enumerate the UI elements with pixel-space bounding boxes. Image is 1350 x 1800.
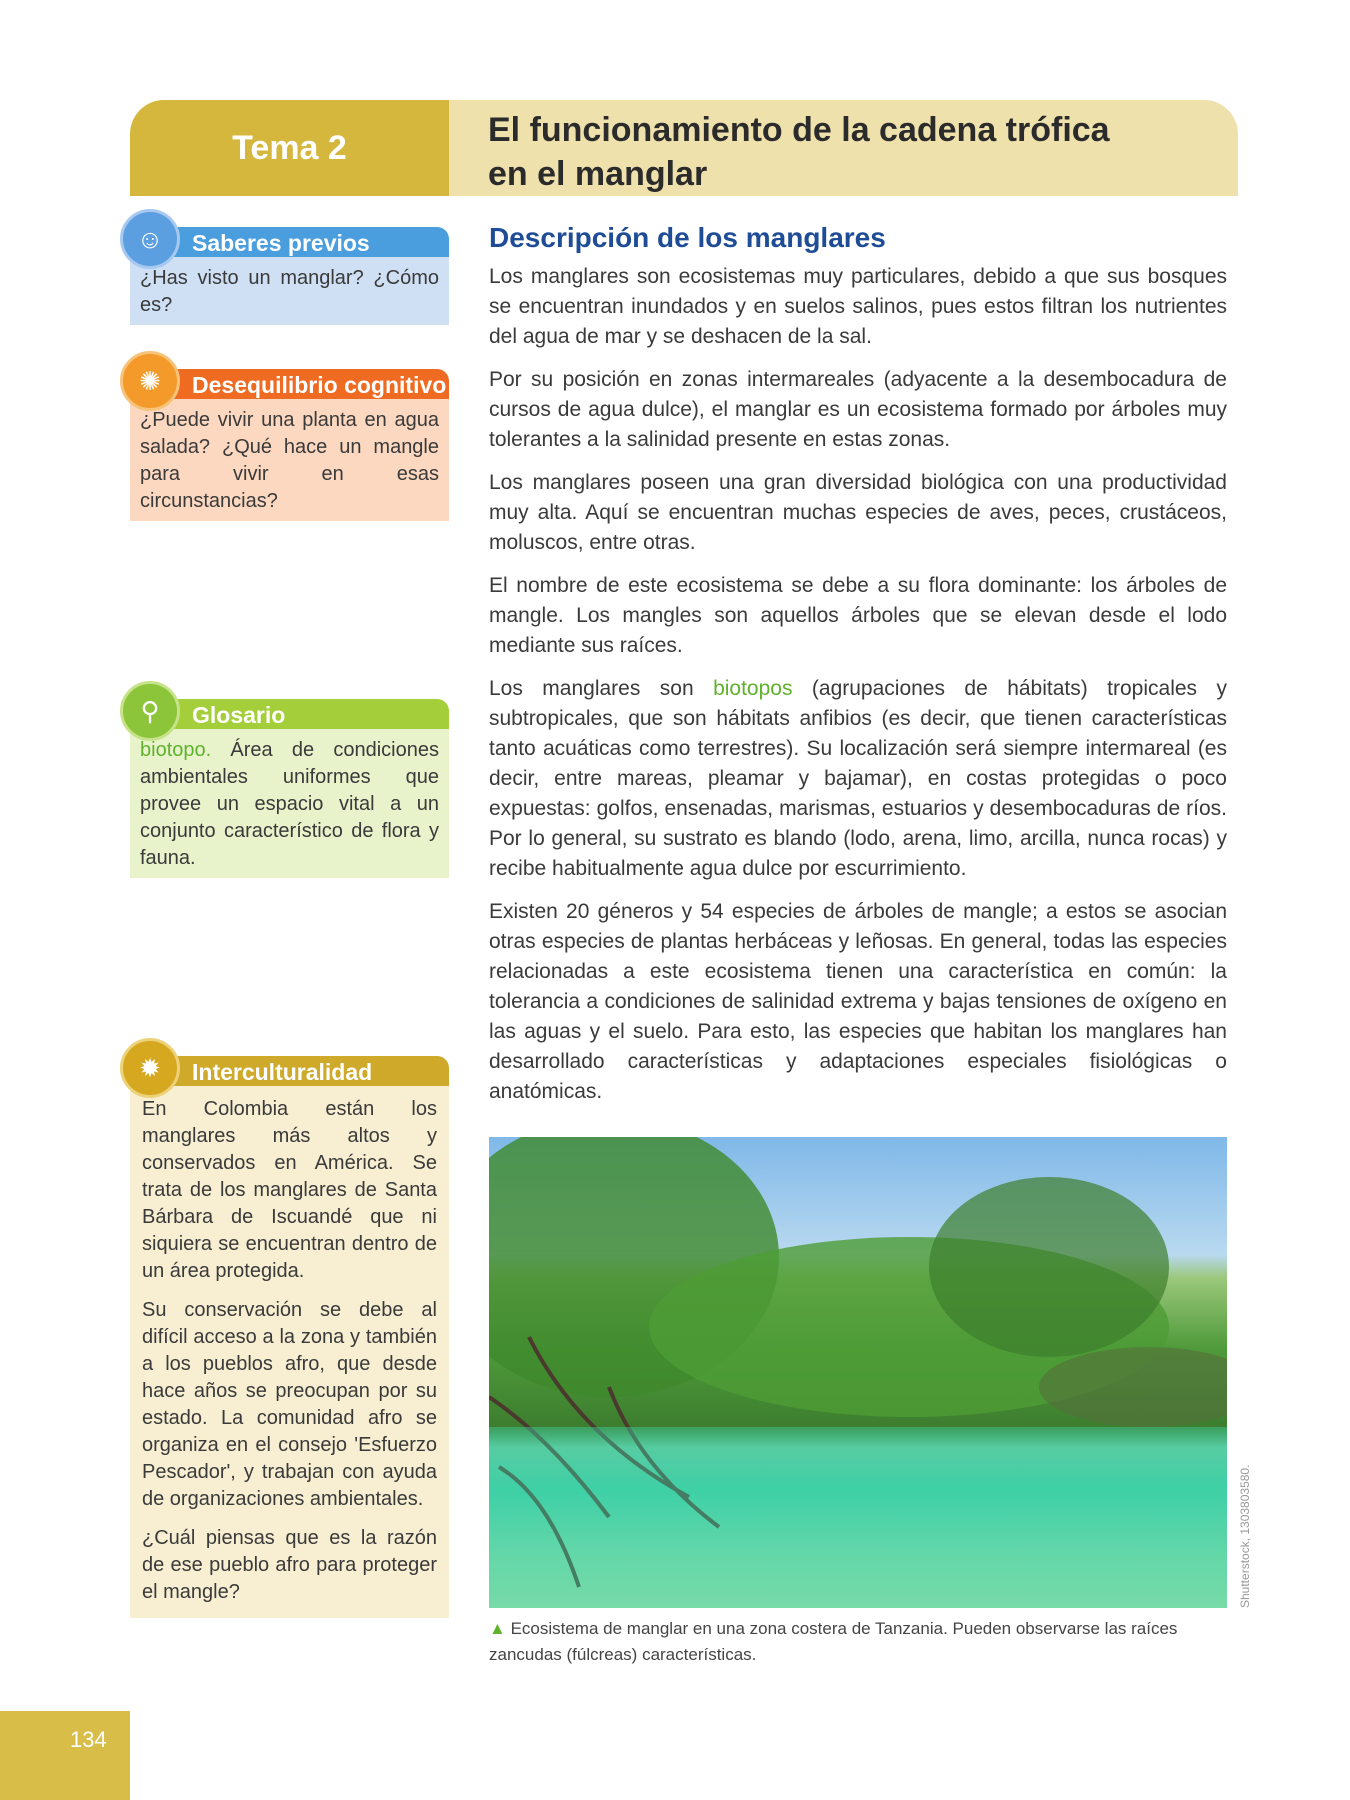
paragraph: Los manglares poseen una gran diversidad biológica con una productividad muy alta. Aquí se encuentran muchas especies de aves, peces, crustáceos, moluscos, entre otras. xyxy=(489,471,1227,554)
interculturalidad-box xyxy=(130,1052,449,1618)
mangrove-photo xyxy=(489,1137,1227,1608)
glosario-text xyxy=(130,729,449,878)
desequilibrio-title: Desequilibrio cognitivo xyxy=(130,369,449,399)
interculturalidad-title: Interculturalidad xyxy=(130,1056,449,1086)
mangrove-illustration xyxy=(489,1137,1227,1608)
saberes-previos-box xyxy=(130,223,449,325)
people-icon: ✹ xyxy=(120,1038,180,1098)
book-magnifier-icon: ⚲ xyxy=(120,681,180,741)
interculturalidad-question: ¿Cuál piensas que es la razón de ese pueblo afro para proteger el mangle? xyxy=(142,1527,437,1603)
photo-credit: Shutterstock, 1303803580. xyxy=(1238,1464,1252,1608)
glossary-term-biotopos: biotopos xyxy=(713,677,793,700)
section-title: Descripción de los manglares xyxy=(489,222,886,253)
triangle-icon: ▲ xyxy=(489,1619,506,1638)
saberes-previos-text: ¿Has visto un manglar? ¿Cómo es? xyxy=(130,257,449,325)
glosario-title: Glosario xyxy=(130,699,449,729)
glosario-term: biotopo. xyxy=(140,739,212,761)
photo-caption xyxy=(489,1616,1227,1668)
saberes-previos-title: Saberes previos xyxy=(130,227,449,257)
paragraph: El nombre de este ecosistema se debe a su flora dominante: los árboles de mangle. Los mangles son aquellos árboles que se elevan desde el lodo mediante sus raíces. xyxy=(489,574,1227,657)
interculturalidad-paragraph: En Colombia están los manglares más altos y conservados en América. Se trata de los manglares de Santa Bárbara de Iscuandé que ni siquiera se encuentran dentro de un área protegida. xyxy=(142,1098,437,1282)
glosario-definition: Área de condiciones ambientales uniformes que provee un espacio vital a un conjunto característico de flora y fauna. xyxy=(140,739,439,869)
chapter-header xyxy=(449,100,1238,196)
interculturalidad-paragraph: Su conservación se debe al difícil acceso a la zona y también a los pueblos afro, que desde hace años se preocupan por su estado. La comunidad afro se organiza en el consejo 'Esfuerzo Pescador', y trabajan con ayuda de organizaciones ambientales. xyxy=(142,1299,437,1510)
lightbulb-brain-icon: ✺ xyxy=(120,351,180,411)
text: Los manglares son xyxy=(489,677,714,700)
desequilibrio-box xyxy=(130,365,449,521)
page-title xyxy=(488,108,1110,196)
title-line-2: en el manglar xyxy=(488,155,708,193)
page-number: 134 xyxy=(0,1711,130,1800)
title-line-1: El funcionamiento de la cadena trófica xyxy=(488,111,1110,149)
caption-text: Ecosistema de manglar en una zona costera de Tanzania. Pueden observarse las raíces zancudas (fúlcreas) características. xyxy=(489,1619,1178,1664)
paragraph: Existen 20 géneros y 54 especies de árboles de mangle; a estos se asocian otras especies de plantas herbáceas y leñosas. En general, todas las especies relacionadas a este ecosistema tienen una característica en común: la tolerancia a condiciones de salinidad extrema y bajas tensiones de oxígeno en las aguas y el suelo. Para esto, las especies que habitan los manglares han desarrollado características y adaptaciones especiales fisiológicas o anatómicas. xyxy=(489,900,1227,1103)
paragraph: Los manglares son ecosistemas muy particulares, debido a que sus bosques se encuentran inundados y en suelos salinos, pues estos filtran los nutrientes del agua de mar y se deshacen de la sal. xyxy=(489,265,1227,348)
interculturalidad-text xyxy=(130,1086,449,1618)
desequilibrio-text: ¿Puede vivir una planta en agua salada? ¿Qué hace un mangle para vivir en esas circunstancias? xyxy=(130,399,449,521)
paragraph: Por su posición en zonas intermareales (adyacente a la desembocadura de cursos de agua dulce), el manglar es un ecosistema formado por árboles muy tolerantes a la salinidad presente en estas zonas. xyxy=(489,368,1227,451)
text: (agrupaciones de hábitats) tropicales y subtropicales, que son hábitats anfibios (es decir, que tienen características tanto acuáticas como terrestres). Su localización será siempre intermareal (es decir, entre mareas, pleamar y bajamar), en costas protegidas o poco expuestas: golfos, ensenadas, marismas, estuarios y desembocaduras de ríos. Por lo general, su sustrato es blando (lodo, arena, limo, arcilla, nunca rocas) y recibe habitualmente agua dulce por escurrimiento. xyxy=(489,677,1227,880)
brain-head-icon: ☺ xyxy=(120,209,180,269)
glosario-box xyxy=(130,695,449,878)
main-content xyxy=(489,222,1227,1120)
paragraph xyxy=(489,674,1227,884)
tema-label: Tema 2 xyxy=(130,100,449,196)
